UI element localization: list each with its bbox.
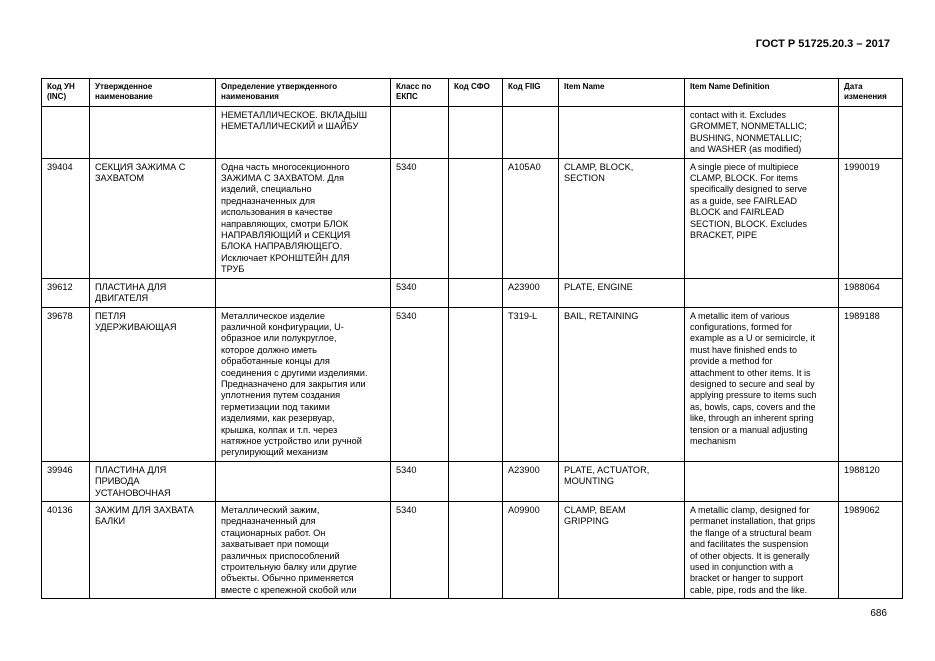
cell-approved-name-text: ПЕТЛЯ УДЕРЖИВАЮЩАЯ [95, 310, 177, 332]
cell-date-text: 1990019 [844, 161, 880, 172]
cell-item-name [559, 278, 685, 307]
cell-fiig [503, 502, 559, 599]
cell-definition-ru [216, 278, 391, 307]
column-header-approved-name: Утвержденное наименование [90, 79, 216, 107]
cell-class-text: 5340 [396, 310, 417, 321]
cell-approved-name [90, 158, 216, 278]
cell-class [391, 278, 449, 307]
cell-approved-name-text: ЗАЖИМ ДЛЯ ЗАХВАТА БАЛКИ [95, 505, 194, 527]
cell-definition-ru [216, 158, 391, 278]
cell-item-name-definition-text: A metallic item of various configurations, formed for example as a U or semicircle, it must have finished ends to provide a method for attachment to other items. It is designed to secure and seal by applying pressure to items such as, bowls, caps, covers and the like, through an inherent spring tension or a manual adjusting mechanism [690, 310, 817, 446]
cell-inc [42, 307, 90, 461]
cell-item-name-definition [685, 107, 839, 159]
cell-approved-name [90, 307, 216, 461]
cell-item-name-definition-text: A metallic clamp, designed for permanet installation, that grips the flange of a structural beam and facilitates the suspension of other objects. It is generally used in conjunction with a bracket or hanger to support cable, pipe, rods and the like. [690, 505, 816, 595]
cell-item-name-definition-text: A single piece of multipiece CLAMP, BLOCK. For items specifically designed to serve as a guide, see FAIRLEAD BLOCK and FAIRLEAD SECTION, BLOCK. Excludes BRACKET, PIPE [690, 161, 808, 241]
cell-fiig [503, 158, 559, 278]
cell-sfo [449, 461, 503, 501]
cell-item-name-text: CLAMP, BLOCK, SECTION [564, 161, 634, 184]
document-standard-header: ГОСТ Р 51725.20.3 – 2017 [755, 38, 890, 50]
cell-class-text: 5340 [396, 464, 417, 475]
cell-date-text: 1989062 [844, 505, 880, 515]
cell-date-text: 1988064 [844, 281, 880, 292]
cell-fiig [503, 461, 559, 501]
cell-class [391, 461, 449, 501]
cell-sfo [449, 307, 503, 461]
cell-approved-name [90, 107, 216, 159]
cell-item-name [559, 107, 685, 159]
table-row [42, 461, 903, 501]
column-header-inc: Код УН (INC) [42, 79, 90, 107]
cell-definition-ru [216, 307, 391, 461]
cell-inc [42, 158, 90, 278]
cell-class [391, 158, 449, 278]
cell-date [839, 158, 903, 278]
cell-inc-text: 39678 [47, 310, 73, 321]
cell-item-name [559, 307, 685, 461]
table-header-row [42, 79, 903, 107]
cell-approved-name [90, 278, 216, 307]
cell-approved-name [90, 461, 216, 501]
cell-class [391, 502, 449, 599]
cell-item-name-definition-text: contact with it. Excludes GROMMET, NONMETALLIC; BUSHING, NONMETALLIC; and WASHER (as modified) [690, 110, 807, 155]
cell-approved-name-text: ПЛАСТИНА ДЛЯ ДВИГАТЕЛЯ [95, 281, 167, 304]
column-header-item-name: Item Name [559, 79, 685, 107]
column-header-date: Дата изменения [839, 79, 903, 107]
cell-inc [42, 278, 90, 307]
cell-inc-text: 39946 [47, 464, 73, 475]
cell-fiig-text: A09900 [508, 505, 540, 515]
table-row [42, 278, 903, 307]
cell-definition-ru-text: Металлический зажим, предназначенный для стационарных работ. Он захватывает при помощи различных приспособлений строительную балку или другие объекты. Обычно применяется вместе с крепежной скобой или [221, 505, 357, 595]
cell-fiig-text: T319-L [508, 310, 538, 321]
cell-class [391, 307, 449, 461]
cell-fiig-text: A23900 [508, 464, 540, 475]
item-names-table [41, 78, 903, 599]
cell-inc [42, 502, 90, 599]
column-header-class: Класс по ЕКПС [391, 79, 449, 107]
cell-approved-name-text: СЕКЦИЯ ЗАЖИМА С ЗАХВАТОМ [95, 161, 186, 184]
column-header-definition-ru: Определение утвержденного наименования [216, 79, 391, 107]
cell-item-name-definition [685, 502, 839, 599]
cell-item-name-text: BAIL, RETAINING [564, 310, 639, 321]
cell-date-text: 1988120 [844, 464, 880, 475]
cell-date-text: 1989188 [844, 310, 880, 321]
cell-class-text: 5340 [396, 505, 417, 515]
cell-inc-text: 40136 [47, 505, 73, 515]
cell-approved-name-text: ПЛАСТИНА ДЛЯ ПРИВОДА УСТАНОВОЧНАЯ [95, 464, 171, 498]
column-header-item-name-definition: Item Name Definition [685, 79, 839, 107]
cell-item-name [559, 502, 685, 599]
cell-item-name-text: PLATE, ACTUATOR, MOUNTING [564, 464, 650, 487]
column-header-sfo: Код СФО [449, 79, 503, 107]
cell-date [839, 502, 903, 599]
cell-sfo [449, 158, 503, 278]
table-body [42, 107, 903, 599]
cell-inc-text: 39404 [47, 161, 73, 172]
cell-item-name-definition [685, 158, 839, 278]
cell-fiig-text: A23900 [508, 281, 540, 292]
cell-sfo [449, 107, 503, 159]
cell-definition-ru [216, 502, 391, 599]
cell-approved-name [90, 502, 216, 599]
cell-item-name-definition [685, 307, 839, 461]
cell-definition-ru [216, 461, 391, 501]
cell-item-name [559, 158, 685, 278]
cell-sfo [449, 502, 503, 599]
page-number: 686 [870, 608, 887, 619]
cell-fiig [503, 307, 559, 461]
cell-date [839, 278, 903, 307]
cell-inc [42, 461, 90, 501]
table-row [42, 107, 903, 159]
cell-definition-ru-text: Одна часть многосекционного ЗАЖИМА С ЗАХВАТОМ. Для изделий, специально предназначенных для использования в качестве направляющих, смотри БЛОК НАПРАВЛЯЮЩИЙ и СЕКЦИЯ БЛОКА НАПРАВЛЯЮЩЕГО. Исключает КРОНШТЕЙН ДЛЯ ТРУБ [221, 161, 351, 275]
cell-item-name-text: CLAMP, BEAM GRIPPING [564, 505, 626, 527]
table-row [42, 307, 903, 461]
cell-definition-ru [216, 107, 391, 159]
cell-fiig-text: A105A0 [508, 161, 541, 172]
cell-definition-ru-text: Металлическое изделие различной конфигурации, U- образное или полукруглое, которое должно иметь обработанные концы для соединения с другими изделиями. Предназначено для закрытия или уплотнения путем создания герметизации под такими изделиями, как резервуар, крышка, колпак и т.п. через натяжное устройство или ручной регулирующий механизм [221, 310, 368, 458]
table-row [42, 502, 903, 599]
cell-inc [42, 107, 90, 159]
cell-date [839, 107, 903, 159]
cell-item-name-text: PLATE, ENGINE [564, 281, 633, 292]
cell-class-text: 5340 [396, 161, 417, 172]
cell-definition-ru-text: НЕМЕТАЛЛИЧЕСКОЕ. ВКЛАДЫШ НЕМЕТАЛЛИЧЕСКИЙ и ШАЙБУ [221, 110, 368, 132]
cell-item-name-definition [685, 278, 839, 307]
cell-inc-text: 39612 [47, 281, 73, 292]
cell-sfo [449, 278, 503, 307]
cell-item-name [559, 461, 685, 501]
cell-class [391, 107, 449, 159]
cell-fiig [503, 278, 559, 307]
cell-item-name-definition [685, 461, 839, 501]
table-row [42, 158, 903, 278]
cell-fiig [503, 107, 559, 159]
column-header-fiig: Код FIIG [503, 79, 559, 107]
cell-class-text: 5340 [396, 281, 417, 292]
cell-date [839, 461, 903, 501]
cell-date [839, 307, 903, 461]
